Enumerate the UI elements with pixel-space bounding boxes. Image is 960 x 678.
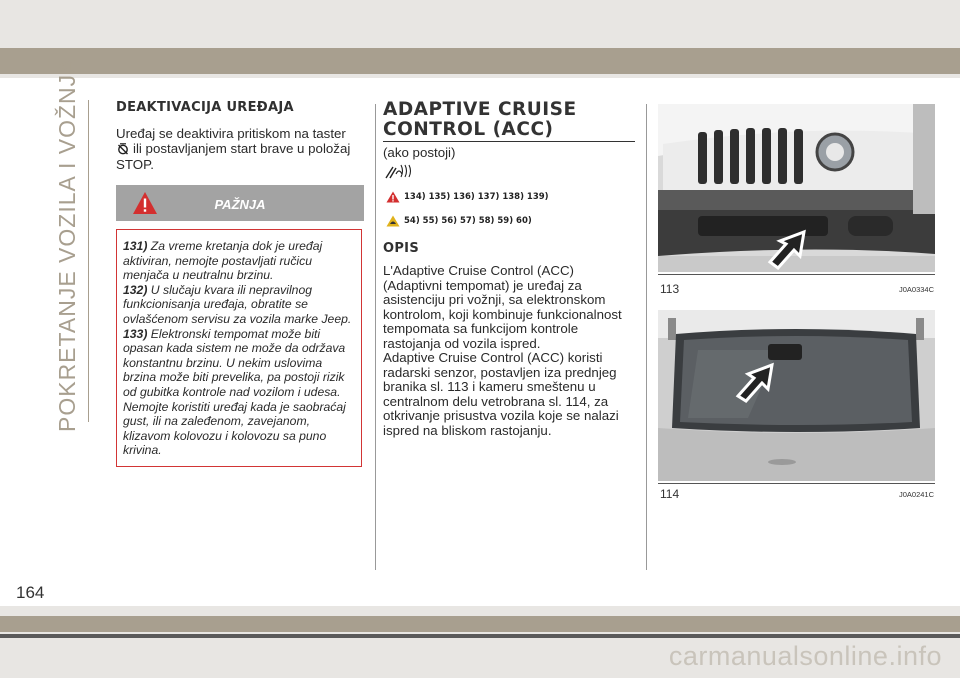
para-text-1: Uređaj se deaktivira pritiskom na taster [116,126,346,141]
warning-refs: 134) 135) 136) 137) 138) 139) [404,192,549,202]
warning-text: U slučaju kvara ili nepravilnog funkcionisanja uređaja, obratite se ovlašćenom servisu za vozila marke Jeep. [123,282,352,326]
opis-heading: OPIS [383,241,419,256]
warning-text: Za vreme kretanja dok je uređaj aktiviran, nemojte postavljati ručicu menjača u neutralnu brzinu. [123,239,323,283]
warning-title: PAŽNJA [214,197,266,212]
acc-description-1: L'Adaptive Cruise Control (ACC) (Adaptivni tempomat) je uređaj za asistenciju pri vožnji, sa elektronskom kontrolom, koji kombinuje funkcionalnost tempomata sa funkcijom kontrole rastojanja od vozila ispred. [383,263,622,351]
section-heading: DEAKTIVACIJA UREĐAJA [116,100,294,115]
warning-num: 131) [123,239,148,253]
cancel-button-icon [116,143,130,159]
figure-113-code: J0A0334C [898,285,934,294]
column-divider [375,104,376,570]
acc-title [383,100,635,140]
top-band-bar [0,48,960,74]
middle-column [383,100,635,161]
deactivation-paragraph [116,127,366,173]
caution-refs: 54) 55) 56) 57) 58) 59) 60) [404,216,532,226]
figure-114-code: J0A0241C [898,490,934,499]
page-number: 164 [16,583,45,602]
warning-refs-line [386,191,549,203]
acc-symbol-icon [384,162,414,185]
warning-box [116,229,362,467]
caution-refs-line [386,215,532,227]
small-warning-icon [386,191,400,203]
column-divider [646,104,647,570]
warning-text: Elektronski tempomat može biti opasan kada sistem ne može da održava konstantnu brzinu. U nekim uslovima brzina može biti prevelika, pa postoji rizik od gubitka kontrole nad vozilom i udesa. Nemojte koristiti uređaj kada je saobraćaj gust, ili na zaleđenom, zavejanom, klizavom kolovozu i kolovozu sa puno krivina. [123,326,346,458]
acc-description-2: Adaptive Cruise Control (ACC) koristi radarski senzor, postavljen iza prednjeg branika sl. 113 i kameru smeštenu u centralnom delu vetrobrana sl. 114, za otkrivanje prisustva vozila koje se nalazi ispred na bliskom rastojanju. [383,350,619,438]
bottom-band-line [0,634,960,638]
acc-subtitle: (ako postoji) [383,145,456,160]
chapter-side-title: POKRETANJE VOZILA I VOŽNJA [54,57,80,432]
figure-114-image [658,310,935,481]
figure-rule [658,274,935,275]
warning-header [116,185,364,221]
acc-title-line2: CONTROL (ACC) [383,119,554,140]
top-band [0,0,960,78]
watermark: carmanualsonline.info [668,641,942,671]
title-rule [383,141,635,142]
warning-num: 132) [123,282,148,297]
bottom-band [0,606,960,678]
figure-113-image [658,104,935,272]
caution-hand-icon [386,215,400,227]
acc-title-line1: ADAPTIVE CRUISE [383,99,577,120]
figure-114-number: 114 [660,487,680,501]
figure-rule [658,483,935,484]
warning-item [123,327,353,458]
bottom-band-bar [0,616,960,632]
para-text-2: ili postavljanjem start brave u položaj STOP. [116,140,351,172]
warning-item [123,239,353,283]
warning-num: 133) [123,326,148,341]
side-divider [88,100,89,422]
warning-item [123,283,353,327]
figure-113-number: 113 [660,282,680,296]
left-column [116,100,366,173]
